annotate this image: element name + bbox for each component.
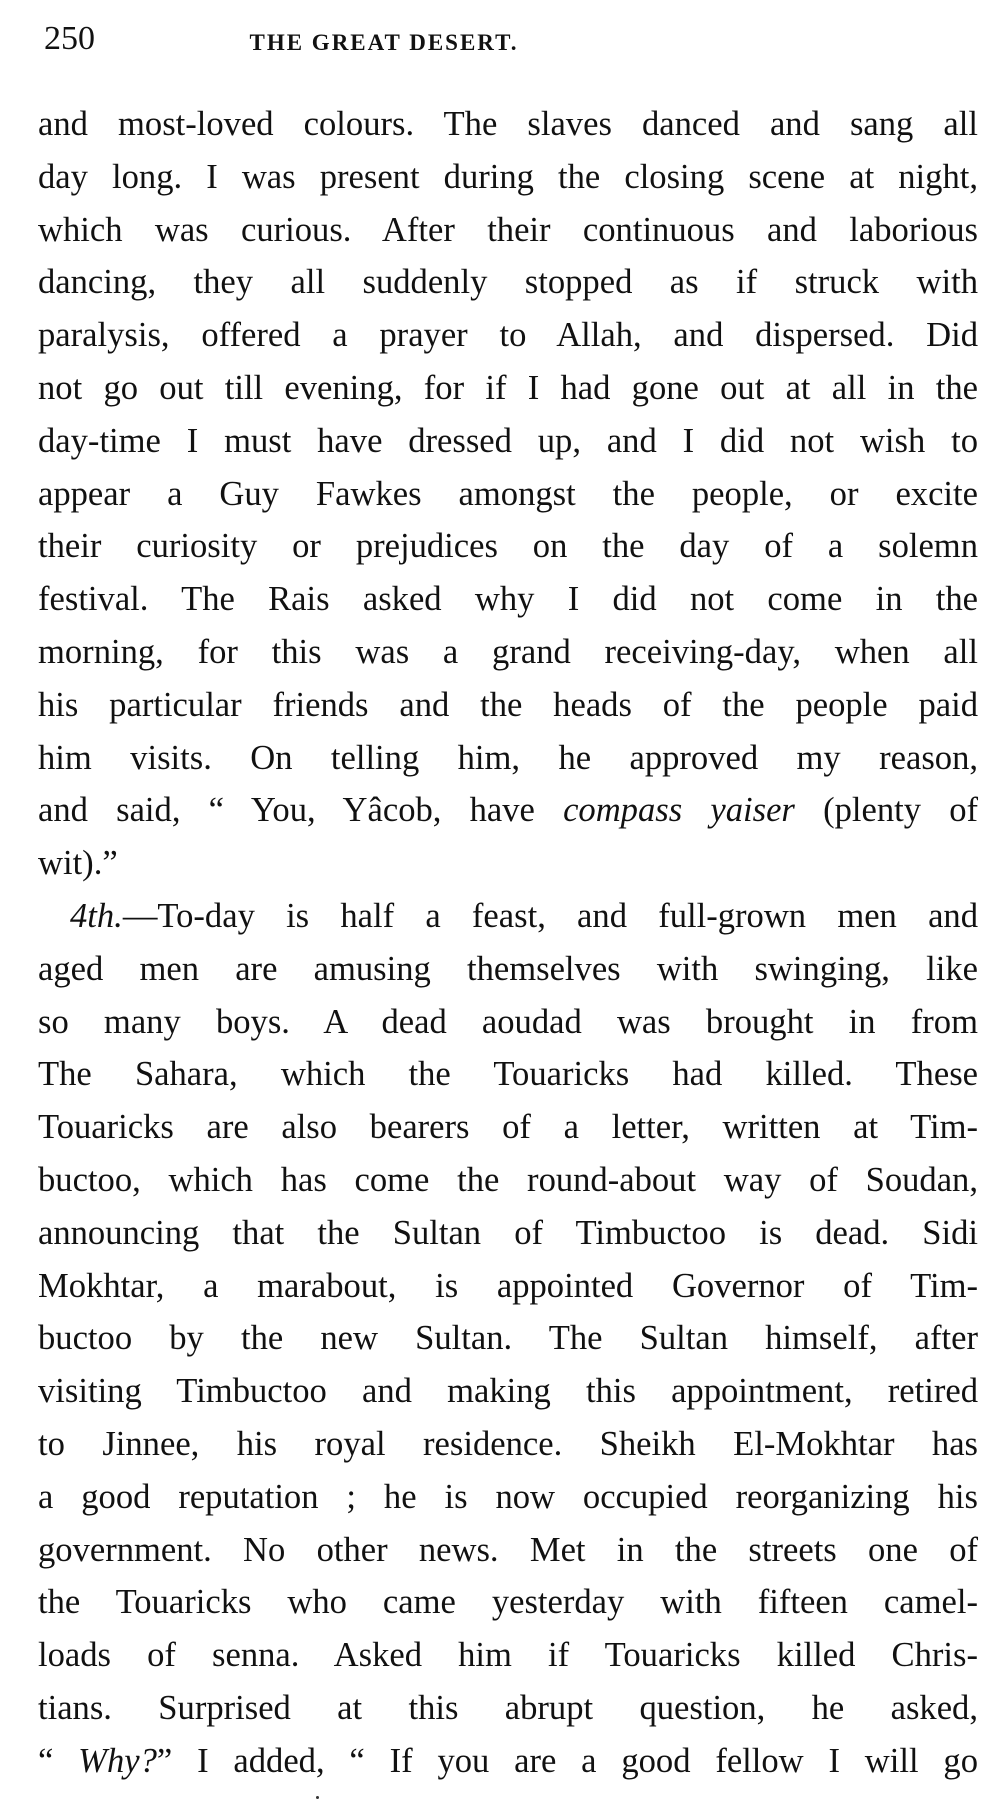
- date-heading: 4th.: [70, 896, 123, 935]
- text-line: their curiosity or prejudices on the day of a solemn: [38, 527, 978, 566]
- ink-speck: [316, 1796, 319, 1799]
- text-line: government. No other news. Met in the streets one of: [38, 1530, 978, 1569]
- text-line: visiting Timbuctoo and making this appointment, retired: [38, 1372, 978, 1411]
- text-line: announcing that the Sultan of Timbuctoo is dead. Sidi: [38, 1213, 978, 1252]
- paragraph-start-line: [38, 890, 978, 943]
- text-line: The Sahara, which the Touaricks had killed. These: [38, 1055, 978, 1094]
- text-line: day-time I must have dressed up, and I did not wish to: [38, 421, 978, 460]
- text-line: which was curious. After their continuous and laborious: [38, 210, 978, 249]
- text-segment: and said, “ You, Yâcob, have: [38, 791, 564, 830]
- text-segment: ” I added, “ If you are a good fellow I will go: [156, 1741, 978, 1780]
- text-line: Mokhtar, a marabout, is appointed Governor of Tim-: [38, 1266, 978, 1305]
- text-line: aged men are amusing themselves with swinging, like: [38, 949, 978, 988]
- text-line: tians. Surprised at this abrupt question, he asked,: [38, 1688, 978, 1727]
- text-line: a good reputation ; he is now occupied reorganizing his: [38, 1477, 978, 1516]
- italic-phrase: Why?: [78, 1741, 157, 1780]
- body-text: [38, 98, 978, 1788]
- text-line: Touaricks are also bearers of a letter, written at Tim-: [38, 1108, 978, 1147]
- text-segment: —To-day is half a feast, and full-grown men and: [122, 896, 978, 935]
- text-line: to Jinnee, his royal residence. Sheikh El-Mokhtar has: [38, 1424, 978, 1463]
- text-segment: (plenty of: [794, 791, 978, 830]
- text-line: his particular friends and the heads of the people paid: [38, 685, 978, 724]
- text-line: not go out till evening, for if I had gone out at all in the: [38, 368, 978, 407]
- italic-phrase: compass yaiser: [563, 791, 795, 830]
- text-line: morning, for this was a grand receiving-day, when all: [38, 632, 978, 671]
- text-line: and most-loved colours. The slaves danced and sang all: [38, 105, 978, 143]
- text-line: the Touaricks who came yesterday with fifteen camel-: [38, 1583, 978, 1622]
- text-line: dancing, they all suddenly stopped as if struck with: [38, 263, 978, 302]
- text-line: him visits. On telling him, he approved my reason,: [38, 738, 978, 777]
- text-line: festival. The Rais asked why I did not come in the: [38, 580, 978, 619]
- paragraph-end-line: wit).”: [38, 844, 118, 883]
- text-line: paralysis, offered a prayer to Allah, and dispersed. Did: [38, 316, 978, 355]
- running-head: [44, 14, 984, 64]
- text-line: buctoo, which has come the round-about way of Soudan,: [38, 1160, 978, 1199]
- text-line: buctoo by the new Sultan. The Sultan himself, after: [38, 1319, 978, 1358]
- text-line: loads of senna. Asked him if Touaricks killed Chris-: [38, 1636, 978, 1675]
- text-segment: “: [38, 1741, 79, 1780]
- text-line: day long. I was present during the closing scene at night,: [38, 157, 978, 196]
- text-line: appear a Guy Fawkes amongst the people, or excite: [38, 474, 978, 513]
- text-line-with-italic: [38, 1735, 978, 1788]
- text-line: so many boys. A dead aoudad was brought in from: [38, 1002, 978, 1041]
- page-number: 250: [44, 20, 95, 57]
- text-line-with-italic: [38, 784, 978, 837]
- running-title: THE GREAT DESERT.: [249, 30, 519, 55]
